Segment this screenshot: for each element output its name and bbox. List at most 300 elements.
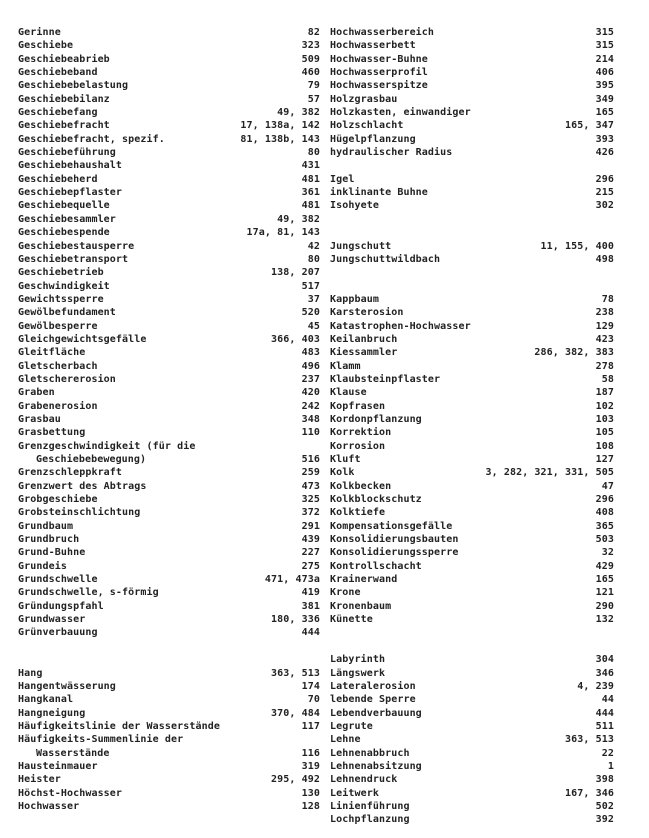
index-page-numbers: 349 xyxy=(595,93,614,105)
index-entry xyxy=(18,266,320,279)
index-term: Grasbau xyxy=(18,413,61,425)
index-term: Gletschererosion xyxy=(18,373,116,385)
index-page-numbers: 237 xyxy=(301,373,320,385)
index-term: Hochwasserprofil xyxy=(330,67,428,79)
index-entry xyxy=(330,186,614,199)
index-entry xyxy=(18,159,320,172)
index-column-left xyxy=(18,26,320,813)
index-page-numbers: 439 xyxy=(301,534,320,546)
index-page-numbers: 498 xyxy=(595,253,614,265)
index-page-numbers: 187 xyxy=(595,387,614,399)
index-term: Geschiebetrieb xyxy=(18,267,104,279)
index-page-numbers: 517 xyxy=(301,280,320,292)
index-page-numbers: 17, 138a, 142 xyxy=(240,120,320,132)
index-term: Höchst-Hochwasser xyxy=(18,787,123,799)
index-page-numbers: 102 xyxy=(595,400,614,412)
index-term: Lehne xyxy=(330,734,361,746)
index-page-numbers: 315 xyxy=(595,40,614,52)
index-page-numbers: 105 xyxy=(595,427,614,439)
index-page-numbers: 58 xyxy=(601,373,614,385)
index-term: Künette xyxy=(330,614,373,626)
index-page-numbers: 44 xyxy=(601,694,614,706)
index-page-numbers: 22 xyxy=(601,747,614,759)
index-entry xyxy=(330,133,614,146)
index-term: Lehnenabbruch xyxy=(330,747,410,759)
index-page-numbers: 275 xyxy=(301,560,320,572)
index-page-numbers: 278 xyxy=(595,360,614,372)
index-entry xyxy=(18,493,320,506)
index-entry xyxy=(18,720,320,733)
index-term: Holzschlacht xyxy=(330,120,404,132)
index-entry xyxy=(18,520,320,533)
index-term: Korrektion xyxy=(330,427,392,439)
index-term: Geschiebe xyxy=(18,40,74,52)
index-term: Gleitfläche xyxy=(18,347,86,359)
index-page-numbers: 325 xyxy=(301,494,320,506)
index-page-numbers: 365 xyxy=(595,520,614,532)
index-term: Lebendverbauung xyxy=(330,707,422,719)
index-page-numbers: 429 xyxy=(595,560,614,572)
index-page-numbers: 444 xyxy=(301,627,320,639)
index-entry xyxy=(330,253,614,266)
index-term: Holzkasten, einwandiger xyxy=(330,107,471,119)
index-term: Katastrophen-Hochwasser xyxy=(330,320,471,332)
index-entry xyxy=(330,53,614,66)
index-page-numbers: 363, 513 xyxy=(271,667,320,679)
index-term: Lochpflanzung xyxy=(330,814,410,826)
index-entry xyxy=(18,119,320,132)
index-entry xyxy=(330,787,614,800)
index-entry xyxy=(330,813,614,826)
index-entry xyxy=(18,386,320,399)
index-page-numbers: 420 xyxy=(301,387,320,399)
index-term: Jungschuttwildbach xyxy=(330,253,441,265)
index-page-numbers: 392 xyxy=(595,814,614,826)
index-entry xyxy=(18,506,320,519)
index-entry xyxy=(18,440,320,453)
index-entry xyxy=(330,400,614,413)
index-term: Grenzgeschwindigkeit (für die xyxy=(18,440,196,452)
index-entry xyxy=(330,386,614,399)
index-term: Lateralerosion xyxy=(330,680,416,692)
index-entry xyxy=(330,26,614,39)
index-entry xyxy=(330,720,614,733)
index-term: Grenzschleppkraft xyxy=(18,467,123,479)
index-page-numbers: 165 xyxy=(595,574,614,586)
index-page-numbers: 426 xyxy=(595,147,614,159)
index-entry xyxy=(18,586,320,599)
index-term: Geschiebeabrieb xyxy=(18,53,110,65)
index-page-numbers: 80 xyxy=(307,253,320,265)
index-term: Grundbaum xyxy=(18,520,74,532)
index-term: Lehnenabsitzung xyxy=(330,760,422,772)
index-entry xyxy=(18,306,320,319)
index-term: Geschiebeführung xyxy=(18,147,116,159)
index-page-numbers: 78 xyxy=(601,293,614,305)
index-term: Häufigkeitslinie der Wasserstände xyxy=(18,720,220,732)
index-entry xyxy=(330,800,614,813)
index-term: Kopfrasen xyxy=(330,400,386,412)
index-entry xyxy=(18,667,320,680)
index-entry xyxy=(18,760,320,773)
index-page-numbers: 509 xyxy=(301,53,320,65)
index-entry xyxy=(330,146,614,159)
index-term: Geschiebestausperre xyxy=(18,240,135,252)
index-page-numbers: 302 xyxy=(595,200,614,212)
index-term: Hang xyxy=(18,667,43,679)
index-page-numbers: 128 xyxy=(301,800,320,812)
index-entry xyxy=(330,93,614,106)
index-entry xyxy=(330,613,614,626)
index-entry xyxy=(18,413,320,426)
index-entry xyxy=(18,773,320,786)
index-page-numbers: 80 xyxy=(307,147,320,159)
index-page-numbers: 315 xyxy=(595,27,614,38)
index-term: Lehnendruck xyxy=(330,774,398,786)
index-entry xyxy=(18,360,320,373)
index-page-numbers: 259 xyxy=(301,467,320,479)
index-page-numbers: 11, 155, 400 xyxy=(540,240,614,252)
index-term: Hochwasserbereich xyxy=(330,27,435,38)
index-page-numbers: 238 xyxy=(595,307,614,319)
index-entry xyxy=(330,600,614,613)
index-page-numbers: 319 xyxy=(301,760,320,772)
index-term: Kontrollschacht xyxy=(330,560,422,572)
index-term: Längswerk xyxy=(330,667,386,679)
index-term: Hochwasserspitze xyxy=(330,80,428,92)
index-entry xyxy=(330,680,614,693)
index-entry xyxy=(18,253,320,266)
index-entry xyxy=(18,199,320,212)
index-entry xyxy=(330,360,614,373)
index-spacer xyxy=(18,653,320,666)
index-page-numbers: 117 xyxy=(301,720,320,732)
index-entry xyxy=(330,506,614,519)
index-entry xyxy=(330,667,614,680)
index-term: Grundwasser xyxy=(18,614,86,626)
index-term: hydraulischer Radius xyxy=(330,147,453,159)
index-term: Grundeis xyxy=(18,560,67,572)
index-entry xyxy=(330,293,614,306)
index-page-numbers: 520 xyxy=(301,307,320,319)
index-page-numbers: 130 xyxy=(301,787,320,799)
index-term: Klamm xyxy=(330,360,361,372)
index-entry xyxy=(18,39,320,52)
index-page-numbers: 82 xyxy=(307,27,320,38)
index-entry xyxy=(18,213,320,226)
index-entry xyxy=(18,280,320,293)
index-page-numbers: 304 xyxy=(595,654,614,666)
index-page-numbers: 49, 382 xyxy=(277,107,320,119)
index-spacer xyxy=(330,226,614,239)
index-page-numbers: 45 xyxy=(307,320,320,332)
index-page-numbers: 502 xyxy=(595,800,614,812)
index-entry xyxy=(18,747,320,760)
index-term: lebende Sperre xyxy=(330,694,416,706)
index-page-numbers: 129 xyxy=(595,320,614,332)
index-entry xyxy=(330,533,614,546)
index-page-numbers: 503 xyxy=(595,534,614,546)
index-entry xyxy=(330,453,614,466)
index-page-numbers: 473 xyxy=(301,480,320,492)
index-term: Hangentwässerung xyxy=(18,680,116,692)
index-term: Kappbaum xyxy=(330,293,379,305)
index-term: Geschwindigkeit xyxy=(18,280,110,292)
index-term: Konsolidierungssperre xyxy=(330,547,459,559)
index-term: Hochwasser xyxy=(18,800,80,812)
index-page-numbers: 127 xyxy=(595,454,614,465)
index-term: Kronenbaum xyxy=(330,600,392,612)
index-page-numbers: 103 xyxy=(595,413,614,425)
index-entry xyxy=(18,546,320,559)
index-term: Häufigkeits-Summenlinie der xyxy=(18,734,184,746)
index-page-numbers: 1 xyxy=(607,760,614,772)
index-entry xyxy=(330,306,614,319)
index-entry xyxy=(330,707,614,720)
index-page-numbers: 121 xyxy=(595,587,614,599)
index-term: Geschiebetransport xyxy=(18,253,129,265)
index-entry xyxy=(18,680,320,693)
index-page-numbers: 70 xyxy=(307,694,320,706)
index-page-numbers: 47 xyxy=(601,480,614,492)
index-term: Isohyete xyxy=(330,200,379,212)
index-page-numbers: 370, 484 xyxy=(271,707,320,719)
index-term: Geschiebehaushalt xyxy=(18,160,123,172)
index-entry xyxy=(330,333,614,346)
index-page-numbers: 481 xyxy=(301,173,320,185)
index-entry xyxy=(18,480,320,493)
index-page-numbers: 32 xyxy=(601,547,614,559)
index-page-numbers: 363, 513 xyxy=(565,734,614,746)
index-page-numbers: 346 xyxy=(595,667,614,679)
index-entry xyxy=(18,240,320,253)
index-page-numbers: 291 xyxy=(301,520,320,532)
index-term: Gletscherbach xyxy=(18,360,98,372)
index-term: Leitwerk xyxy=(330,787,379,799)
index-page-numbers: 227 xyxy=(301,547,320,559)
index-page-numbers: 395 xyxy=(595,80,614,92)
index-term: Keilanbruch xyxy=(330,333,398,345)
index-entry xyxy=(330,426,614,439)
index-term: Grünverbauung xyxy=(18,627,98,639)
index-page-numbers: 116 xyxy=(301,747,320,759)
index-term: Holzgrasbau xyxy=(330,93,398,105)
index-page-numbers: 57 xyxy=(307,93,320,105)
index-term: Konsolidierungsbauten xyxy=(330,534,459,546)
index-term: Wasserstände xyxy=(36,747,110,759)
index-term: Gerinne xyxy=(18,27,61,38)
index-term: Kluft xyxy=(330,454,361,465)
index-page-numbers: 37 xyxy=(307,293,320,305)
index-page-numbers: 419 xyxy=(301,587,320,599)
index-entry xyxy=(18,466,320,479)
index-entry xyxy=(330,560,614,573)
index-term: Grund-Buhne xyxy=(18,547,86,559)
index-entry xyxy=(18,146,320,159)
index-page-numbers: 372 xyxy=(301,507,320,519)
index-page-numbers: 167, 346 xyxy=(565,787,614,799)
index-page-numbers: 361 xyxy=(301,187,320,199)
index-entry xyxy=(330,413,614,426)
index-page-numbers: 398 xyxy=(595,774,614,786)
index-entry xyxy=(18,79,320,92)
index-page-numbers: 110 xyxy=(301,427,320,439)
index-entry xyxy=(330,373,614,386)
index-entry xyxy=(330,773,614,786)
index-page-numbers: 174 xyxy=(301,680,320,692)
index-entry xyxy=(330,119,614,132)
index-page-numbers: 79 xyxy=(307,80,320,92)
index-term: Geschiebeherd xyxy=(18,173,98,185)
index-entry xyxy=(18,787,320,800)
index-entry xyxy=(18,800,320,813)
index-term: Korrosion xyxy=(330,440,386,452)
index-entry xyxy=(18,600,320,613)
index-entry xyxy=(330,693,614,706)
index-spacer xyxy=(330,266,614,279)
index-page-numbers: 81, 138b, 143 xyxy=(240,133,320,145)
index-term: Klause xyxy=(330,387,367,399)
index-term: Heister xyxy=(18,774,61,786)
index-page-numbers: 286, 382, 383 xyxy=(534,347,614,359)
index-column-right xyxy=(330,26,614,827)
index-term: Krainerwand xyxy=(330,574,398,586)
index-entry xyxy=(18,573,320,586)
index-page-numbers: 431 xyxy=(301,160,320,172)
index-page-numbers: 471, 473a xyxy=(264,574,320,586)
index-entry xyxy=(18,66,320,79)
index-page-numbers: 165, 347 xyxy=(565,120,614,132)
index-entry xyxy=(330,480,614,493)
index-term: Kompensationsgefälle xyxy=(330,520,453,532)
index-entry xyxy=(18,320,320,333)
index-spacer xyxy=(18,640,320,653)
index-page-numbers: 516 xyxy=(301,454,320,465)
index-term: Kolk xyxy=(330,467,355,479)
index-page-numbers: 393 xyxy=(595,133,614,145)
index-term: Hangneigung xyxy=(18,707,86,719)
index-spacer xyxy=(330,213,614,226)
index-entry xyxy=(330,466,614,479)
index-entry xyxy=(330,346,614,359)
index-page-numbers: 481 xyxy=(301,200,320,212)
index-term: Geschiebebelastung xyxy=(18,80,129,92)
index-term: Jungschutt xyxy=(330,240,392,252)
index-entry xyxy=(18,53,320,66)
index-page-numbers: 132 xyxy=(595,614,614,626)
index-term: Geschiebeband xyxy=(18,67,98,79)
index-term: Gewölbesperre xyxy=(18,320,98,332)
index-page-numbers: 180, 336 xyxy=(271,614,320,626)
index-term: Geschiebefracht xyxy=(18,120,110,132)
index-term: Kiessammler xyxy=(330,347,398,359)
index-entry xyxy=(330,573,614,586)
index-entry xyxy=(18,226,320,239)
index-page-numbers: 108 xyxy=(595,440,614,452)
index-entry xyxy=(18,613,320,626)
index-entry xyxy=(18,707,320,720)
index-page-numbers: 323 xyxy=(301,40,320,52)
index-entry xyxy=(18,453,320,466)
index-page-numbers: 366, 403 xyxy=(271,333,320,345)
index-term: Kordonpflanzung xyxy=(330,413,422,425)
index-term: Geschiebequelle xyxy=(18,200,110,212)
index-page-numbers: 42 xyxy=(307,240,320,252)
index-entry xyxy=(330,440,614,453)
index-page-numbers: 215 xyxy=(595,187,614,199)
index-term: Geschiebespende xyxy=(18,227,110,239)
index-term: Kolkbecken xyxy=(330,480,392,492)
index-page-numbers: 295, 492 xyxy=(271,774,320,786)
index-entry xyxy=(330,199,614,212)
index-term: Kolkblockschutz xyxy=(330,494,422,506)
index-entry xyxy=(18,293,320,306)
index-page-numbers: 444 xyxy=(595,707,614,719)
index-entry xyxy=(18,133,320,146)
index-page-numbers: 3, 282, 321, 331, 505 xyxy=(485,467,614,479)
index-page-numbers: 296 xyxy=(595,494,614,506)
index-entry xyxy=(330,546,614,559)
index-term: Geschiebepflaster xyxy=(18,187,123,199)
index-term: Hochwasser-Buhne xyxy=(330,53,428,65)
index-term: Gründungspfahl xyxy=(18,600,104,612)
index-entry xyxy=(18,533,320,546)
index-term: Geschiebebewegung) xyxy=(36,454,147,465)
index-term: Hangkanal xyxy=(18,694,74,706)
index-term: Klaubsteinpflaster xyxy=(330,373,441,385)
index-entry xyxy=(330,106,614,119)
index-entry xyxy=(18,346,320,359)
index-page-numbers: 17a, 81, 143 xyxy=(246,227,320,239)
index-term: Grundschwelle xyxy=(18,574,98,586)
index-spacer xyxy=(330,280,614,293)
index-entry xyxy=(330,320,614,333)
index-term: Igel xyxy=(330,173,355,185)
index-term: Geschiebefang xyxy=(18,107,98,119)
index-term: Gewölbefundament xyxy=(18,307,116,319)
index-term: inklinante Buhne xyxy=(330,187,428,199)
index-term: Geschiebesammler xyxy=(18,213,116,225)
index-term: Grenzwert des Abtrags xyxy=(18,480,147,492)
index-page-numbers: 214 xyxy=(595,53,614,65)
index-entry xyxy=(18,373,320,386)
index-page-numbers: 483 xyxy=(301,347,320,359)
index-entry xyxy=(18,26,320,39)
index-term: Hausteinmauer xyxy=(18,760,98,772)
index-term: Graben xyxy=(18,387,55,399)
index-entry xyxy=(330,586,614,599)
index-term: Karsterosion xyxy=(330,307,404,319)
index-entry xyxy=(18,333,320,346)
index-entry xyxy=(330,520,614,533)
index-entry xyxy=(18,693,320,706)
index-term: Grabenerosion xyxy=(18,400,98,412)
index-term: Grasbettung xyxy=(18,427,86,439)
index-term: Gleichgewichtsgefälle xyxy=(18,333,147,345)
index-term: Grobgeschiebe xyxy=(18,494,98,506)
index-page-numbers: 406 xyxy=(595,67,614,79)
index-page-numbers: 408 xyxy=(595,507,614,519)
index-entry xyxy=(18,560,320,573)
index-term: Geschiebebilanz xyxy=(18,93,110,105)
index-entry xyxy=(330,747,614,760)
index-term: Gewichtssperre xyxy=(18,293,104,305)
index-page-numbers: 423 xyxy=(595,333,614,345)
index-page-numbers: 381 xyxy=(301,600,320,612)
index-entry xyxy=(18,426,320,439)
index-page-numbers: 165 xyxy=(595,107,614,119)
index-spacer xyxy=(330,159,614,172)
